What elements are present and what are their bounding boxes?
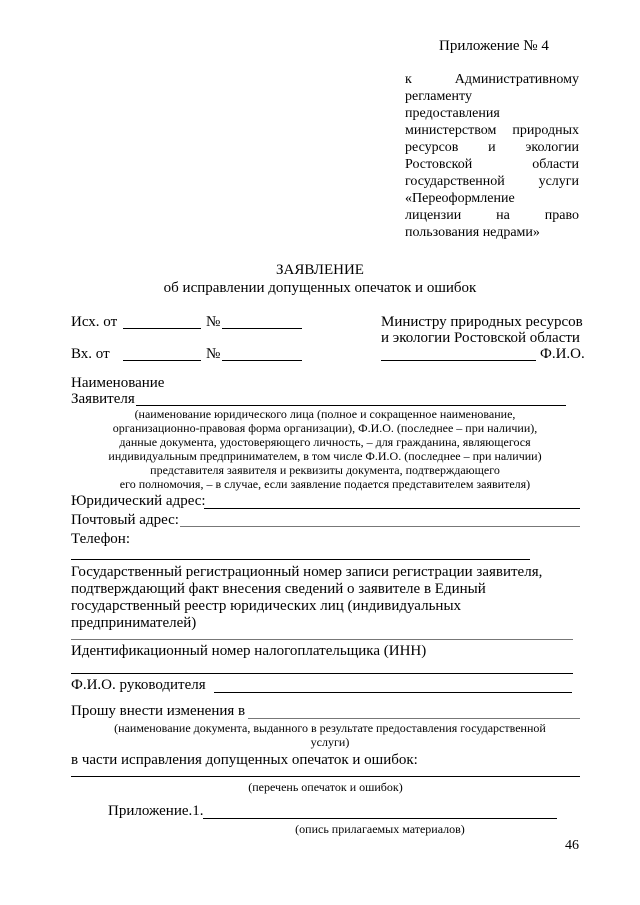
- addressee-fio-field[interactable]: [381, 360, 536, 361]
- request-part-label: в части исправления допущенных опечаток и ошибок:: [71, 752, 418, 768]
- addressee-line2: и экологии Ростовской области: [381, 330, 580, 346]
- postal-address-field[interactable]: [180, 526, 580, 527]
- document-subtitle: об исправлении допущенных опечаток и ошибок: [163, 280, 477, 296]
- document-title: ЗАЯВЛЕНИЕ: [276, 262, 364, 278]
- addressee-fio-label: Ф.И.О.: [540, 346, 585, 362]
- inn-label: Идентификационный номер налогоплательщика (ИНН): [71, 643, 427, 659]
- outgoing-number-sign: №: [206, 314, 221, 330]
- applicant-note: (наименование юридического лица (полное и сокращенное наименование, организационно-правовая форма организации), Ф.И.О. (последнее – при наличии), данные документа, удостоверяющего личность, – для гражданина, являющегося индивидуальным предпринимателем, в том числе Ф.И.О. (последнее – при наличии) представителя заявителя и реквизиты документа, подтверждающего его полномочия, – в случае, если заявление подается представителем заявителя): [108, 407, 542, 491]
- request-document-field[interactable]: [248, 718, 580, 719]
- director-field[interactable]: [214, 692, 572, 693]
- director-label: Ф.И.О. руководителя: [71, 677, 206, 693]
- legal-address-field[interactable]: [204, 508, 580, 509]
- attachment-field[interactable]: [203, 818, 557, 819]
- outgoing-number-field[interactable]: [222, 328, 302, 329]
- legal-address-label: Юридический адрес:: [71, 493, 206, 509]
- outgoing-label: Исх. от: [71, 314, 118, 330]
- postal-address-label: Почтовый адрес:: [71, 512, 179, 528]
- phone-field[interactable]: [71, 559, 530, 560]
- request-label: Прошу внести изменения в: [71, 703, 246, 719]
- errors-list-note: (перечень опечаток и ошибок): [248, 780, 403, 794]
- ref-line: предоставления: [405, 106, 500, 121]
- phone-label: Телефон:: [71, 531, 130, 547]
- request-note: (наименование документа, выданного в результате предоставления государственной услуги): [114, 721, 546, 749]
- ref-line: «Переоформление: [405, 191, 515, 206]
- incoming-date-field[interactable]: [123, 360, 201, 361]
- applicant-label-line1: Наименование: [71, 375, 165, 391]
- inn-field[interactable]: [71, 673, 573, 674]
- attachment-label: Приложение.1.: [108, 803, 204, 819]
- appendix-reference-block: [405, 72, 579, 242]
- registration-number-label: Государственный регистрационный номер записи регистрации заявителя, подтверждающий факт внесения сведений о заявителе в Единый государственный реестр юридических лиц (индивидуальных предпринимателей): [71, 564, 543, 631]
- applicant-label-line2: Заявителя: [71, 391, 135, 407]
- ref-line: министерством природных: [405, 123, 579, 138]
- appendix-title: Приложение № 4: [439, 38, 549, 54]
- ref-line: Ростовской области: [405, 157, 579, 172]
- incoming-number-sign: №: [206, 346, 221, 362]
- addressee-line1: Министру природных ресурсов: [381, 314, 583, 330]
- outgoing-date-field[interactable]: [123, 328, 201, 329]
- registration-number-field[interactable]: [71, 639, 573, 640]
- ref-line: лицензии на право: [405, 208, 579, 223]
- incoming-label: Вх. от: [71, 346, 110, 362]
- ref-line: к Административному: [405, 72, 579, 87]
- attachment-note: (опись прилагаемых материалов): [295, 822, 465, 836]
- ref-line: государственной услуги: [405, 174, 579, 189]
- incoming-number-field[interactable]: [222, 360, 302, 361]
- page-number: 46: [565, 838, 579, 853]
- ref-line: ресурсов и экологии: [405, 140, 579, 155]
- applicant-name-field[interactable]: [136, 405, 566, 406]
- errors-list-field[interactable]: [71, 776, 580, 777]
- ref-line: пользования недрами»: [405, 225, 540, 240]
- ref-line: регламенту: [405, 89, 472, 104]
